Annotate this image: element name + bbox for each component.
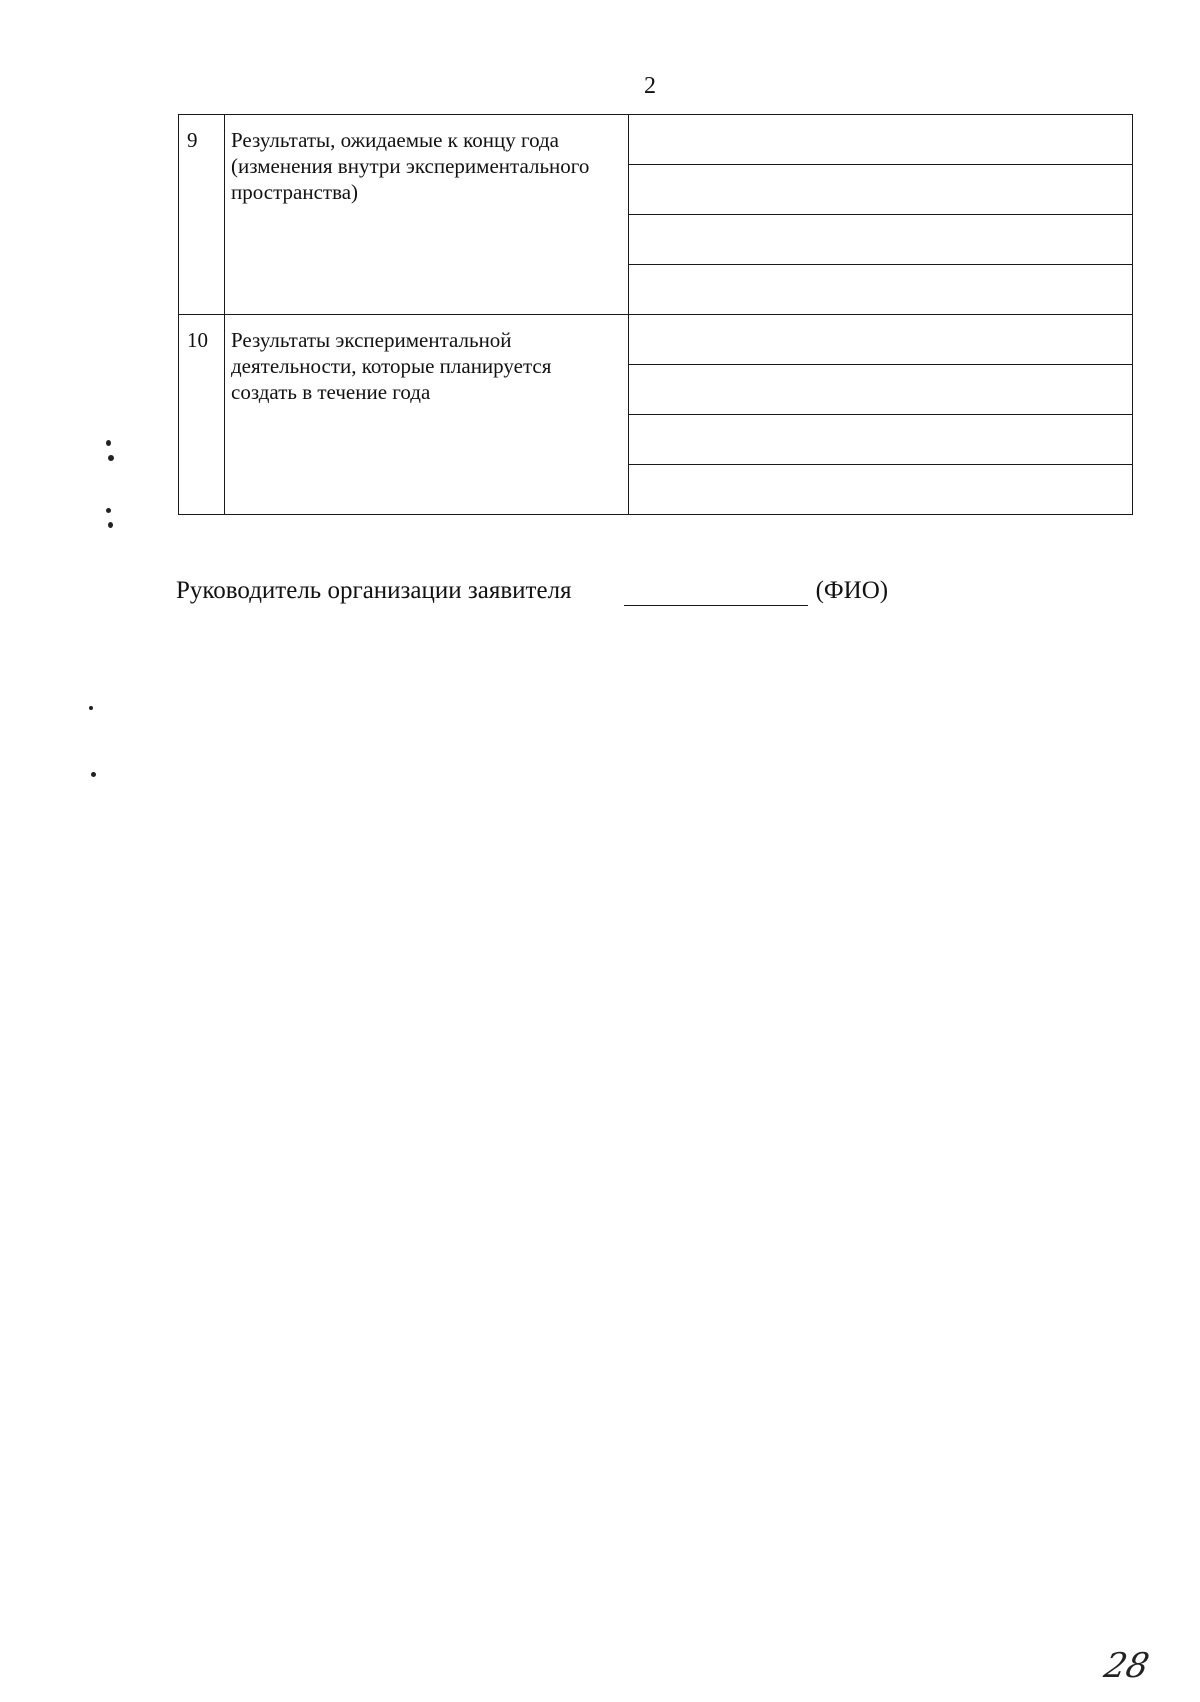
row-values-cell bbox=[629, 315, 1133, 515]
row-values-cell bbox=[629, 115, 1133, 315]
row-label-cell bbox=[225, 115, 629, 315]
signature-line bbox=[176, 576, 888, 606]
signature-suffix: (ФИО) bbox=[815, 577, 889, 604]
value-line[interactable] bbox=[629, 165, 1132, 215]
row-number: 9 bbox=[187, 128, 198, 152]
value-line[interactable] bbox=[629, 215, 1132, 265]
scan-speck bbox=[106, 508, 111, 513]
value-line[interactable] bbox=[629, 265, 1132, 314]
scan-speck bbox=[91, 772, 96, 777]
row-label: Результаты экспериментальной деятельности, которые планируется создать в течение года bbox=[231, 328, 552, 404]
scan-speck bbox=[106, 440, 111, 446]
value-line[interactable] bbox=[629, 365, 1132, 415]
scan-speck bbox=[108, 522, 113, 528]
row-number-cell bbox=[179, 115, 225, 315]
table-row bbox=[179, 315, 1133, 515]
value-line[interactable] bbox=[629, 115, 1132, 165]
handwritten-sheet-number: 28 bbox=[1100, 1646, 1153, 1686]
scan-speck bbox=[108, 455, 114, 461]
value-line[interactable] bbox=[629, 415, 1132, 465]
page-number: 2 bbox=[644, 73, 656, 99]
results-table bbox=[178, 114, 1133, 515]
row-label-cell bbox=[225, 315, 629, 515]
scan-speck bbox=[89, 706, 93, 710]
value-line[interactable] bbox=[629, 315, 1132, 365]
table-row bbox=[179, 115, 1133, 315]
signature-label: Руководитель организации заявителя bbox=[176, 577, 572, 604]
row-number: 10 bbox=[187, 328, 208, 352]
row-number-cell bbox=[179, 315, 225, 515]
row-label: Результаты, ожидаемые к концу года (изменения внутри экспериментального пространства) bbox=[231, 128, 590, 204]
value-line[interactable] bbox=[629, 465, 1132, 514]
signature-blank[interactable] bbox=[624, 579, 808, 606]
